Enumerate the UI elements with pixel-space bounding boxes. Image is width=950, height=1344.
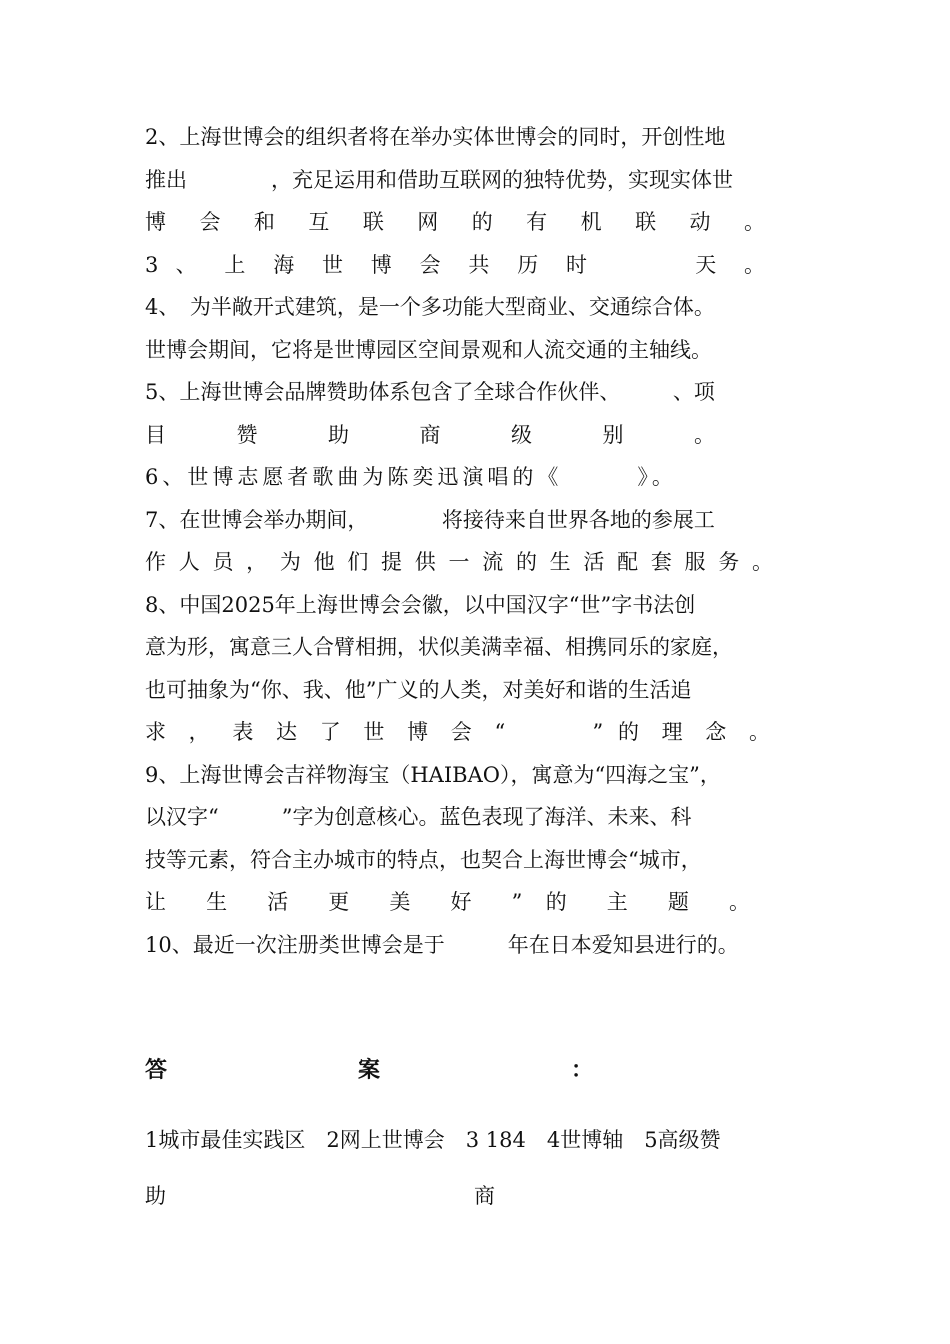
question-2-line-1: 2、上海世博会的组织者将在举办实体世博会的同时，开创性地 bbox=[145, 125, 726, 149]
question-4-line-2: 世博会期间，它将是世博园区空间景观和人流交通的主轴线。 bbox=[145, 338, 712, 362]
answers-line-2: 助 商 bbox=[145, 1184, 495, 1208]
question-4-line-1: 4、 为半敞开式建筑，是一个多功能大型商业、交通综合体。 bbox=[145, 295, 715, 319]
question-8-line-1: 8、中国2025年上海世博会会徽，以中国汉字“世”字书法创 bbox=[145, 593, 696, 617]
question-7-line-1: 7、在世博会举办期间， 将接待来自世界各地的参展工 bbox=[145, 508, 715, 532]
question-9-line-4: 让 生 活 更 美 好 ” 的 主 题 。 bbox=[145, 890, 750, 914]
answer-heading: 答 案 ： bbox=[145, 1057, 593, 1083]
answers-line-1: 1城市最佳实践区 2网上世博会 3 184 4世博轴 5高级赞 bbox=[145, 1128, 721, 1152]
question-8-line-4: 求 ， 表 达 了 世 博 会 “ ” 的 理 念 。 bbox=[145, 720, 770, 744]
question-5-line-2: 目 赞 助 商 级 别 。 bbox=[145, 423, 715, 447]
question-8-line-2: 意为形，寓意三人合臂相拥，状似美满幸福、相携同乐的家庭， bbox=[145, 635, 733, 659]
question-2-line-2: 推出 ，充足运用和借助互联网的独特优势，实现实体世 bbox=[145, 168, 733, 192]
question-7-line-2: 作人员，为他们提供一流的生活配套服务。 bbox=[145, 550, 775, 574]
question-9-line-2: 以汉字“ ”字为创意核心。蓝色表现了海洋、未来、科 bbox=[145, 805, 692, 829]
question-2-line-3: 博 会 和 互 联 网 的 有 机 联 动 。 bbox=[145, 210, 765, 234]
question-9-line-3: 技等元素，符合主办城市的特点，也契合上海世博会“城市， bbox=[145, 848, 702, 872]
question-5-line-1: 5、上海世博会品牌赞助体系包含了全球合作伙伴、 、项 bbox=[145, 380, 715, 404]
question-6-line: 6、世博志愿者歌曲为陈奕迅演唱的《 》。 bbox=[145, 465, 677, 489]
question-9-line-1: 9、上海世博会吉祥物海宝（HAIBAO），寓意为“四海之宝”， bbox=[145, 763, 721, 787]
question-3-line: 3 、 上 海 世 博 会 共 历 时 天 。 bbox=[145, 253, 765, 277]
question-8-line-3: 也可抽象为“你、我、他”广义的人类，对美好和谐的生活追 bbox=[145, 678, 692, 702]
question-10-line: 10、最近一次注册类世博会是于 年在日本爱知县进行的。 bbox=[145, 933, 739, 957]
